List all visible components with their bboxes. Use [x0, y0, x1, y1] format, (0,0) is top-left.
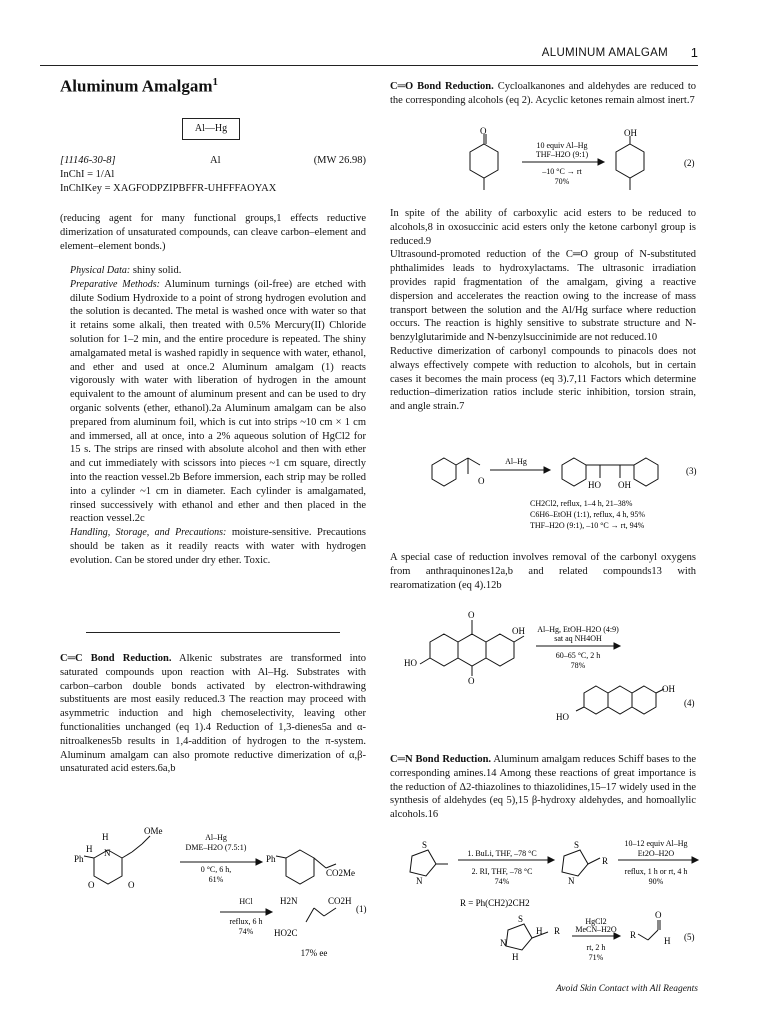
section-divider [86, 632, 340, 633]
eq5-s2: S [574, 840, 580, 850]
ultrasound-paragraph: Ultrasound-promoted reduction of the C═O group of N-substituted phthalimides leads to hydroxylactams. The ultrasonic irradiation provides rapid fragmentation of the amalgam, giving a reactive dispersion and accelerates the reaction owing to the increase of mass transport between the solution and the Al/Hg surface where reduction occurs. The reaction is highly sensitive to substrate structure and N-benzylglutarimide and N-benzylsuccinimide are not reduced.10 [390, 249, 696, 344]
eq1-solvent: DME–H2O (7.5:1) [185, 843, 247, 852]
eq2-reagent: 10 equiv Al–Hg [536, 141, 588, 150]
eq2-o: O [480, 126, 487, 136]
article-title: Aluminum Amalgam$^1$ [60, 76, 219, 96]
eq2-number: (2) [684, 158, 695, 168]
eq1-co2h: CO2H [328, 896, 352, 906]
eq5-step1y: 74% [494, 877, 510, 886]
intro-paragraph: (reducing agent for many functional groups,1 effects reductive dimerization of unsaturated compounds, can cleave carbon–element and element–element bonds.) [60, 213, 366, 252]
eq4-o-top: O [468, 610, 475, 620]
eq5-step1b: 2. RI, THF, –78 °C [471, 867, 533, 876]
eq1-prod-co2me: CO2Me [326, 868, 355, 878]
eq3-cond-3: THF–H2O (9:1), –10 °C → rt, 94% [530, 521, 645, 530]
eq1-sub-h1: H [102, 832, 109, 842]
preparative-methods: Preparative Methods: Aluminum turnings (oil-free) are etched with dilute Sodium Hydroxide to a point of strong hydrogen evolution and the solution is decanted. The metal is washed once with water so that it retains some alkali, then treated with 0.5% Mercury(II) Chloride solution for 1–2 min, and the entire procedure is repeated. The shiny amalgamated metal is washed rapidly in sequence with water, ethanol, and ether and used at once.2 Aluminum amalgam (1) reacts vigorously with water with liberation of hydrogen in the amount equivalent to the amount of aluminum present and can be used to dry organic solvents (ether, ethanol).2a Aluminum amalgam can be also prepared from aluminum foil, which is cut into strips ~10 cm × 1 cm and immersed, all at once, into a 2% aqueous solution of HgCl2 for 15 s. The strips are rinsed with absolute alcohol and then with ether and cut immediately with scissors into pieces ~1 cm square, directly into the reaction vessel.2b Before immersion, each strip may be rolled into a cylinder ~1 cm in diameter. Each cylinder is amalgamated, rinsed successively with ethanol and ether and then placed in the reaction vessel.2c [70, 278, 366, 525]
eq5-h-nh: H [512, 952, 519, 962]
eq1-h2n: H2N [280, 896, 298, 906]
eq4-prod-oh: OH [662, 684, 675, 694]
eq3-o: O [478, 476, 485, 486]
formula-box: Al—Hg [182, 118, 240, 140]
eq3-oh: OH [618, 480, 631, 490]
properties-section [60, 264, 366, 568]
cc-heading: C═C Bond Reduction. [60, 653, 172, 664]
eq5-r3: R [630, 930, 637, 940]
eq2-solvent: THF–H2O (9:1) [535, 150, 589, 159]
eq4-yield: 78% [570, 661, 586, 670]
equation-4 [400, 606, 700, 730]
eq5-r2: R [554, 926, 561, 936]
molecular-weight: (MW 26.98) [313, 155, 366, 166]
eq1-sub-ome: OMe [144, 826, 163, 836]
eq4-solvent: sat aq NH4OH [554, 634, 602, 643]
eq5-number: (5) [684, 932, 695, 942]
eq1-yield: 61% [208, 875, 224, 884]
eq2-oh: OH [624, 128, 637, 138]
eq3-cond-2: C6H6–EtOH (1:1), reflux, 4 h, 95% [530, 510, 646, 519]
page-footer: Avoid Skin Contact with All Reagents [555, 984, 698, 994]
eq1-sub-h2: H [86, 844, 93, 854]
running-title: ALUMINUM AMALGAM [541, 47, 668, 59]
eq5-step2a: 10–12 equiv Al–Hg [624, 839, 688, 848]
eq1-sub-o1: O [88, 880, 95, 890]
dimerization-paragraph: Reductive dimerization of carbonyl compounds to pinacols does not always effectively compete with reduction to alcohols, but in certain cases it becomes the main process (eq 3).7,11 Factors which determine reduction–dimerization ratios include steric inhibition, torsion strain, and angle strain.7 [390, 345, 696, 413]
eq5-step1a: 1. BuLi, THF, –78 °C [467, 849, 537, 858]
eq1-prod-ph: Ph [266, 854, 276, 864]
cn-reduction-section [390, 753, 696, 822]
inchi: InChI = 1/Al [60, 169, 115, 180]
eq1-number: (1) [356, 904, 367, 914]
cn-heading: C═N Bond Reduction. [390, 754, 492, 765]
eq1-sub-n: N [104, 848, 111, 858]
cc-text: Alkenic substrates are transformed into saturated compounds upon reaction with Al–Hg. Substrates with carbon–carbon double bonds activated by electron-withdrawing substituents are most easily reduced.3 The reaction may proceed with asymmetric induction and high chemoselectivity, leaving other functionalities unchanged (eq 1).4 Reduction of 1,3-dienes5a and α-nitroalkenes5b results in 1,4-addition of hydrogen to the π-system. Aluminum amalgam can also promote reductive dimerization of α,β-unsaturated acid esters.6a,b [60, 653, 367, 775]
eq4-ho: HO [404, 658, 417, 668]
eq5-step2b: Et2O–H2O [637, 849, 675, 858]
eq2-yield: 70% [554, 177, 570, 186]
eq4-o-bottom: O [468, 676, 475, 686]
molecular-formula: Al [210, 155, 221, 166]
eq5-o: O [655, 910, 662, 920]
equation-3 [424, 452, 704, 536]
equation-5 [400, 834, 700, 972]
equation-2 [440, 126, 700, 198]
left-column [60, 76, 366, 96]
eq1-sub-ph: Ph [74, 854, 84, 864]
eq5-r-definition: R = Ph(CH2)2CH2 [460, 898, 530, 908]
identifiers [60, 154, 366, 196]
eq5-step3c: rt, 2 h [586, 943, 606, 952]
eq1-reagent: Al–Hg [205, 833, 227, 842]
eq5-s3: S [518, 914, 524, 924]
co-reduction-section [390, 80, 696, 108]
page-number: 1 [690, 45, 698, 60]
eq5-step3a: HgCl2 [585, 917, 607, 926]
eq5-step2c: reflux, 1 h or rt, 4 h [624, 867, 688, 876]
eq1-cond: 0 °C, 6 h, [200, 865, 232, 874]
eq5-h2: H [536, 926, 543, 936]
special-case-paragraph: A special case of reduction involves removal of the carbonyl oxygens from anthraquinones12a,b and related compounds13 with rearomatization (eq 4).12b [390, 552, 696, 591]
eq3-ho: HO [588, 480, 601, 490]
esters-paragraph: In spite of the ability of carboxylic acid esters to be reduced to alcohols,8 in oxosuccinic acid esters only the ketone carbonyl group is reduced.9 [390, 208, 696, 247]
handling: Handling, Storage, and Precautions: moisture-sensitive. Precautions should be taken as it readily reacts with water with hydrogen evolution. Can be stored under dry ether. Toxic. [70, 527, 367, 566]
co-heading: C═O Bond Reduction. [390, 81, 494, 92]
cc-reduction-section [60, 652, 366, 776]
eq5-r1: R [602, 856, 609, 866]
equation-1 [70, 826, 380, 964]
eq5-step3b: MeCN–H2O [575, 925, 617, 934]
cas-number: [11146-30-8] [60, 155, 116, 166]
eq1-sub-o2: O [128, 880, 135, 890]
eq2-cond: –10 °C → rt [542, 167, 582, 176]
eq5-n3: N [500, 938, 507, 948]
eq4-cond: 60–65 °C, 2 h [555, 651, 601, 660]
eq4-prod-ho: HO [556, 712, 569, 722]
eq3-cond-1: CH2Cl2, reflux, 1–4 h, 21–38% [530, 499, 633, 508]
inchikey: InChIKey = XAGFODPZIPBFFR-UHFFFAOYAX [60, 182, 277, 194]
eq5-n2: N [568, 876, 575, 886]
eq3-reagent: Al–Hg [505, 457, 527, 466]
eq5-h3: H [664, 936, 671, 946]
eq3-number: (3) [686, 466, 697, 476]
eq5-step2y: 90% [648, 877, 664, 886]
eq5-n1: N [416, 876, 423, 886]
cn-text: Aluminum amalgam reduces Schiff bases to the corresponding amines.14 Among these reactions of great importance is the reduction of Δ2-thiazolines to thiazolidines,15–17 widely used in the synthesis of aldehydes (eq 5),15 β-hydroxy aldehydes, and homoallylic alcohols.16 [390, 754, 697, 821]
eq4-number: (4) [684, 698, 695, 708]
running-header [40, 44, 698, 66]
eq1-ee: 17% ee [300, 948, 328, 958]
eq5-step3y: 71% [588, 953, 604, 962]
eq4-oh: OH [512, 626, 525, 636]
eq5-s1: S [422, 840, 428, 850]
eq1-step2-cond: reflux, 6 h [229, 917, 263, 926]
eq1-ho2c: HO2C [274, 928, 298, 938]
co-text: Cycloalkanones and aldehydes are reduced to the corresponding alcohols (eq 2). Acyclic ketones remain almost inert.7 [390, 81, 696, 106]
ester-paragraphs [390, 207, 696, 414]
eq4-reagent: Al–Hg, EtOH–H2O (4:9) [537, 625, 619, 634]
eq1-step2-yield: 74% [238, 927, 254, 936]
eq1-step2-reagent: HCl [239, 897, 253, 906]
physical-data: Physical Data: shiny solid. [70, 265, 182, 276]
